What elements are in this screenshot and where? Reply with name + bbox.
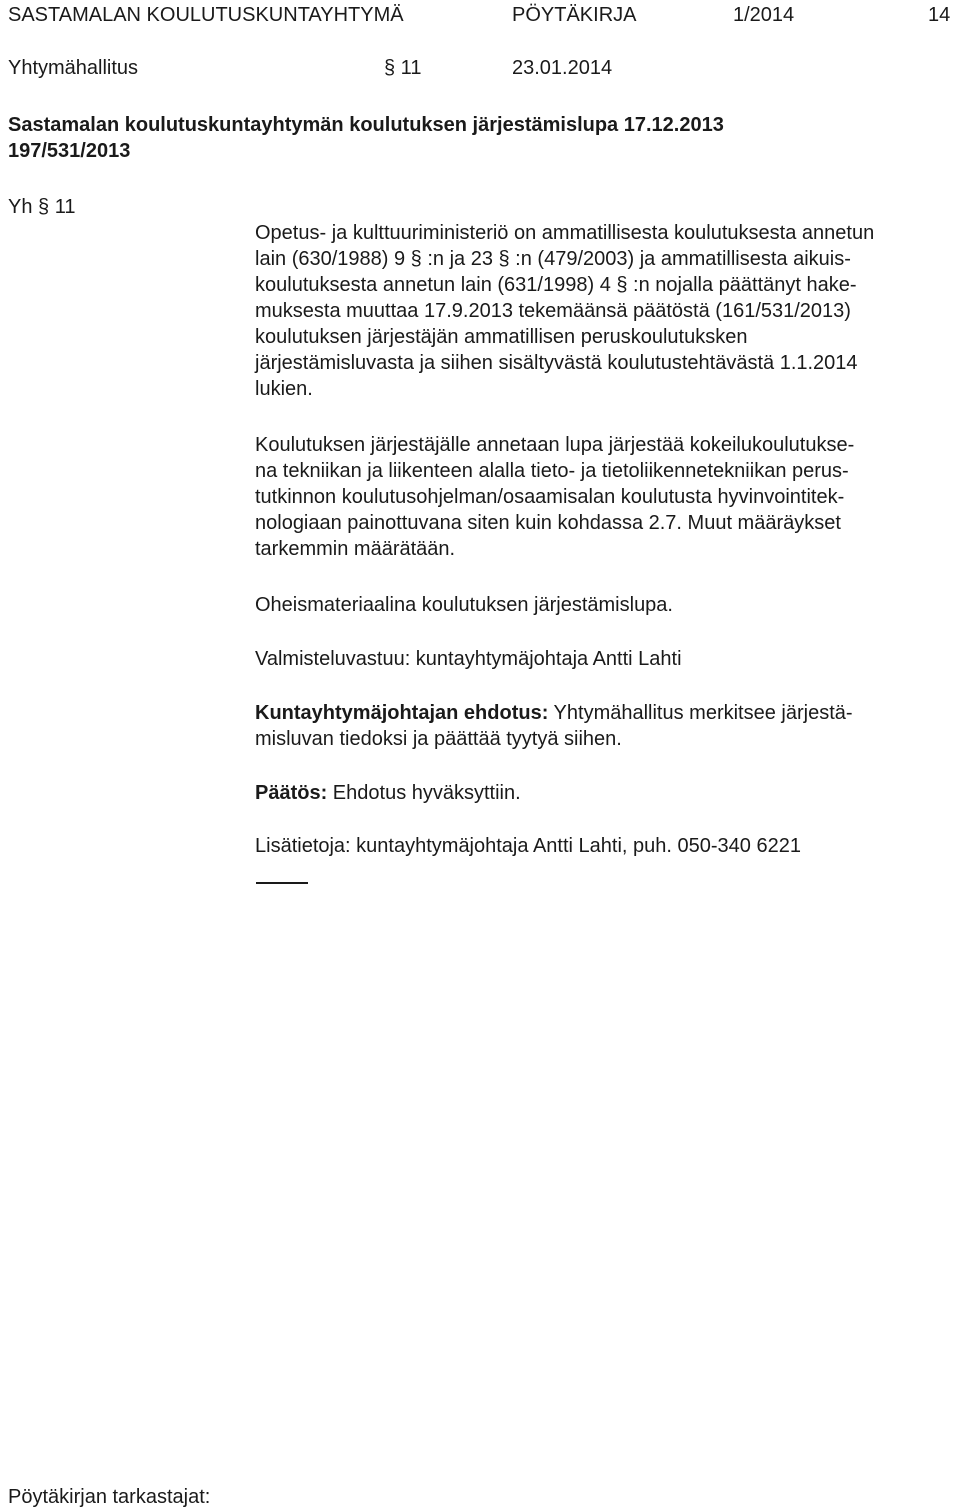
text-line: Koulutuksen järjestäjälle annetaan lupa järjestää kokeilukoulutukse- [255,434,855,456]
text-line: koulutuksesta annetun lain (631/1998) 4 § :n nojalla päättänyt hake- [255,274,857,296]
preparer-note: Valmisteluvastuu: kuntayhtymäjohtaja Antti Lahti [255,648,682,670]
attachment-note: Oheismateriaalina koulutuksen järjestämislupa. [255,594,673,616]
meeting-date: 23.01.2014 [512,57,613,79]
text-line: muksesta muuttaa 17.9.2013 tekemäänsä päätöstä (161/531/2013) [255,300,851,322]
item-title: Sastamalan koulutuskuntayhtymän koulutuksen järjestämislupa 17.12.2013 [8,114,724,136]
body-name: Yhtymähallitus [8,57,139,79]
text-line: tarkemmin määrätään. [255,538,456,560]
text-line: järjestämisluvasta ja siihen sisältyvästä koulutustehtävästä 1.1.2014 [255,352,858,374]
section-label: Yh § 11 [8,196,76,218]
text-line: lain (630/1988) 9 § :n ja 23 § :n (479/2003) ja ammatillisesta aikuis- [255,248,851,270]
item-diary-number: 197/531/2013 [8,140,131,162]
text-line: nologiaan painottuvana siten kuin kohdassa 2.7. Muut määräykset [255,512,841,534]
proposal-text: Yhtymähallitus merkitsee järjestä- [548,702,853,724]
reviewers-label: Pöytäkirjan tarkastajat: [8,1486,211,1508]
proposal-text-continued: misluvan tiedoksi ja päättää tyytyä siihen. [255,728,622,750]
contact-info: Lisätietoja: kuntayhtymäjohtaja Antti Lahti, puh. 050-340 6221 [255,835,801,857]
paragraph-permission [255,432,960,562]
text-line: tutkinnon koulutusohjelman/osaamisalan koulutusta hyvinvointitek- [255,486,845,508]
text-line: Opetus- ja kulttuuriministeriö on ammatillisesta koulutuksesta annetun [255,222,875,244]
separator-rule [256,882,308,884]
text-line: lukien. [255,378,313,400]
decision-label: Päätös: [255,782,328,804]
document-type: PÖYTÄKIRJA [512,4,637,26]
organization-name: SASTAMALAN KOULUTUSKUNTAYHTYMÄ [8,4,404,26]
text-line: koulutuksen järjestäjän ammatillisen peruskoulutuksken [255,326,748,348]
paragraph-background [255,220,960,402]
text-line: na tekniikan ja liikenteen alalla tieto- ja tietoliikennetekniikan perus- [255,460,849,482]
decision [255,780,960,806]
page-number: 14 [928,4,951,26]
document-number: 1/2014 [733,4,795,26]
proposal-label: Kuntayhtymäjohtajan ehdotus: [255,702,549,724]
proposal [255,700,960,752]
decision-text: Ehdotus hyväksyttiin. [327,782,521,804]
section-reference: § 11 [384,57,422,79]
